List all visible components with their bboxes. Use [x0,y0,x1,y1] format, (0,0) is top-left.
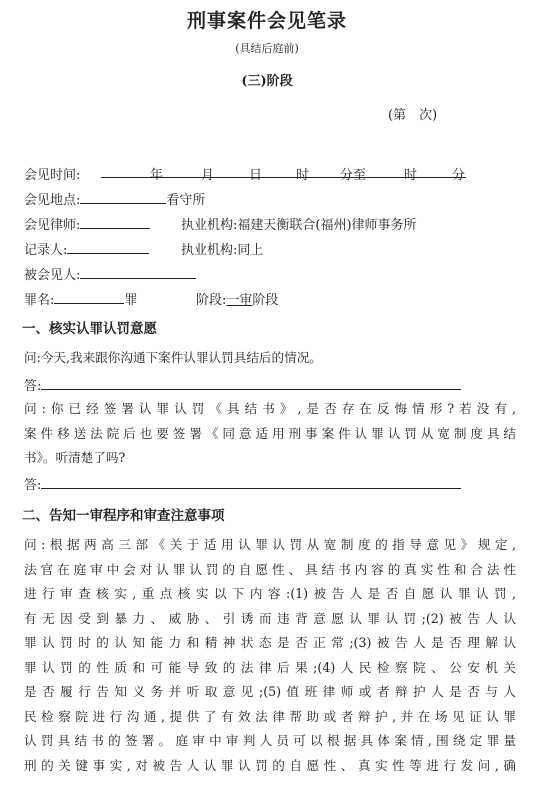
section-2-question [24,533,516,778]
trial-stage [196,289,278,308]
q-line: 法官在庭审中会对认罪认罚的自愿性、具结书内容的真实性和合法性 [24,561,516,577]
q-line: 刑的关键事实,对被告人认罪认罚的自愿性、真实性等进行发问,确 [24,757,516,773]
client-label: 被会见人: [24,268,81,283]
hour-end-label: 时 [404,168,418,183]
q2-line: 书》。听清楚了吗? [24,450,126,465]
stage-label: (三)阶段 [241,74,293,89]
q-line: 是否履行告知义务并听取意见;(5)值班律师或者辩护人是否与人 [24,684,516,699]
section-2-heading: 二、告知一审程序和审查注意事项 [22,508,225,524]
client-row [24,264,196,283]
document-title: 刑事案件会见笔录 [186,10,347,32]
q-line: 认罚具结书的签署。庭审中审判人员可以根据具体案情,围绕定罪量 [24,733,516,748]
recorder-label: 记录人: [24,243,68,258]
answer-1-field[interactable] [41,376,461,390]
q2-line: 案件移送法院后也要签署《同意适用刑事案件认罪认罚从宽制度具结 [24,425,516,441]
month-label: 月 [201,168,215,183]
q2-line: 问:你已经签署认罪认罚《具结书》,是否存在反悔情形?若没有, [24,401,516,416]
trial-stage-suffix: 阶段 [252,293,279,308]
recorder-org [181,239,263,258]
q-line: 问:根据两高三部《关于适用认罪认罚从宽制度的指导意见》规定, [24,537,516,552]
section-1-q1: 问:今天,我来跟你沟通下案件认罪认罚具结后的情况。 [24,350,322,365]
answer-2-field[interactable] [41,475,461,489]
charge-row [24,289,137,308]
session-count: (第 次) [388,108,438,123]
section-1-heading: 一、核实认罪认罚意愿 [22,321,157,337]
detention-center-label: 看守所 [166,193,206,208]
charge-label: 罪名: [24,293,55,308]
minute-end-label: 分 [452,168,466,183]
trial-stage-value: 一审 [226,293,253,308]
charge-field[interactable] [54,290,124,304]
section-1-a2 [24,474,461,493]
client-field[interactable] [80,265,196,279]
lawyer-org-label: 执业机构: [181,218,238,233]
year-label: 年 [150,168,164,183]
minute-to-label: 分至 [340,168,367,183]
meeting-time-label: 会见时间: [24,168,81,183]
q-line: 有无因受到暴力、威胁、引诱而违背意愿认罪认罚;(2)被告人认 [24,610,516,626]
q-line: 罪认罚的性质和可能导致的法律后果;(4)人民检察院、公安机关 [24,659,516,675]
recorder-row [24,239,149,258]
recorder-org-label: 执业机构: [181,243,238,258]
meeting-time-row [24,164,80,183]
recorder-field[interactable] [67,240,149,254]
answer-label: 答: [24,478,42,493]
section-1-a1 [24,375,461,394]
meeting-place-row [24,189,205,208]
hour-label: 时 [296,168,310,183]
document-subtitle: (具结后庭前) [235,42,299,55]
q-line: 民检察院进行沟通,提供了有效法律帮助或者辩护,并在场见证认罪 [24,708,516,724]
charge-suffix: 罪 [124,293,138,308]
answer-label: 答: [24,379,42,394]
lawyer-row [24,214,150,233]
lawyer-org [181,214,417,233]
section-1-q2 [24,397,516,471]
q-line: 进行审查核实,重点核实以下内容:(1)被告人是否自愿认罪认罚, [24,586,516,601]
meeting-place-label: 会见地点: [24,193,81,208]
lawyer-field[interactable] [80,215,150,229]
trial-stage-label: 阶段: [196,293,227,308]
q-line: 罪认罚时的认知能力和精神状态是否正常;(3)被告人是否理解认 [24,635,516,650]
lawyer-label: 会见律师: [24,218,81,233]
recorder-org-value: 同上 [237,243,264,258]
lawyer-org-value: 福建天衡联合(福州)律师事务所 [237,218,417,233]
day-label: 日 [249,168,263,183]
meeting-place-field[interactable] [80,190,166,204]
